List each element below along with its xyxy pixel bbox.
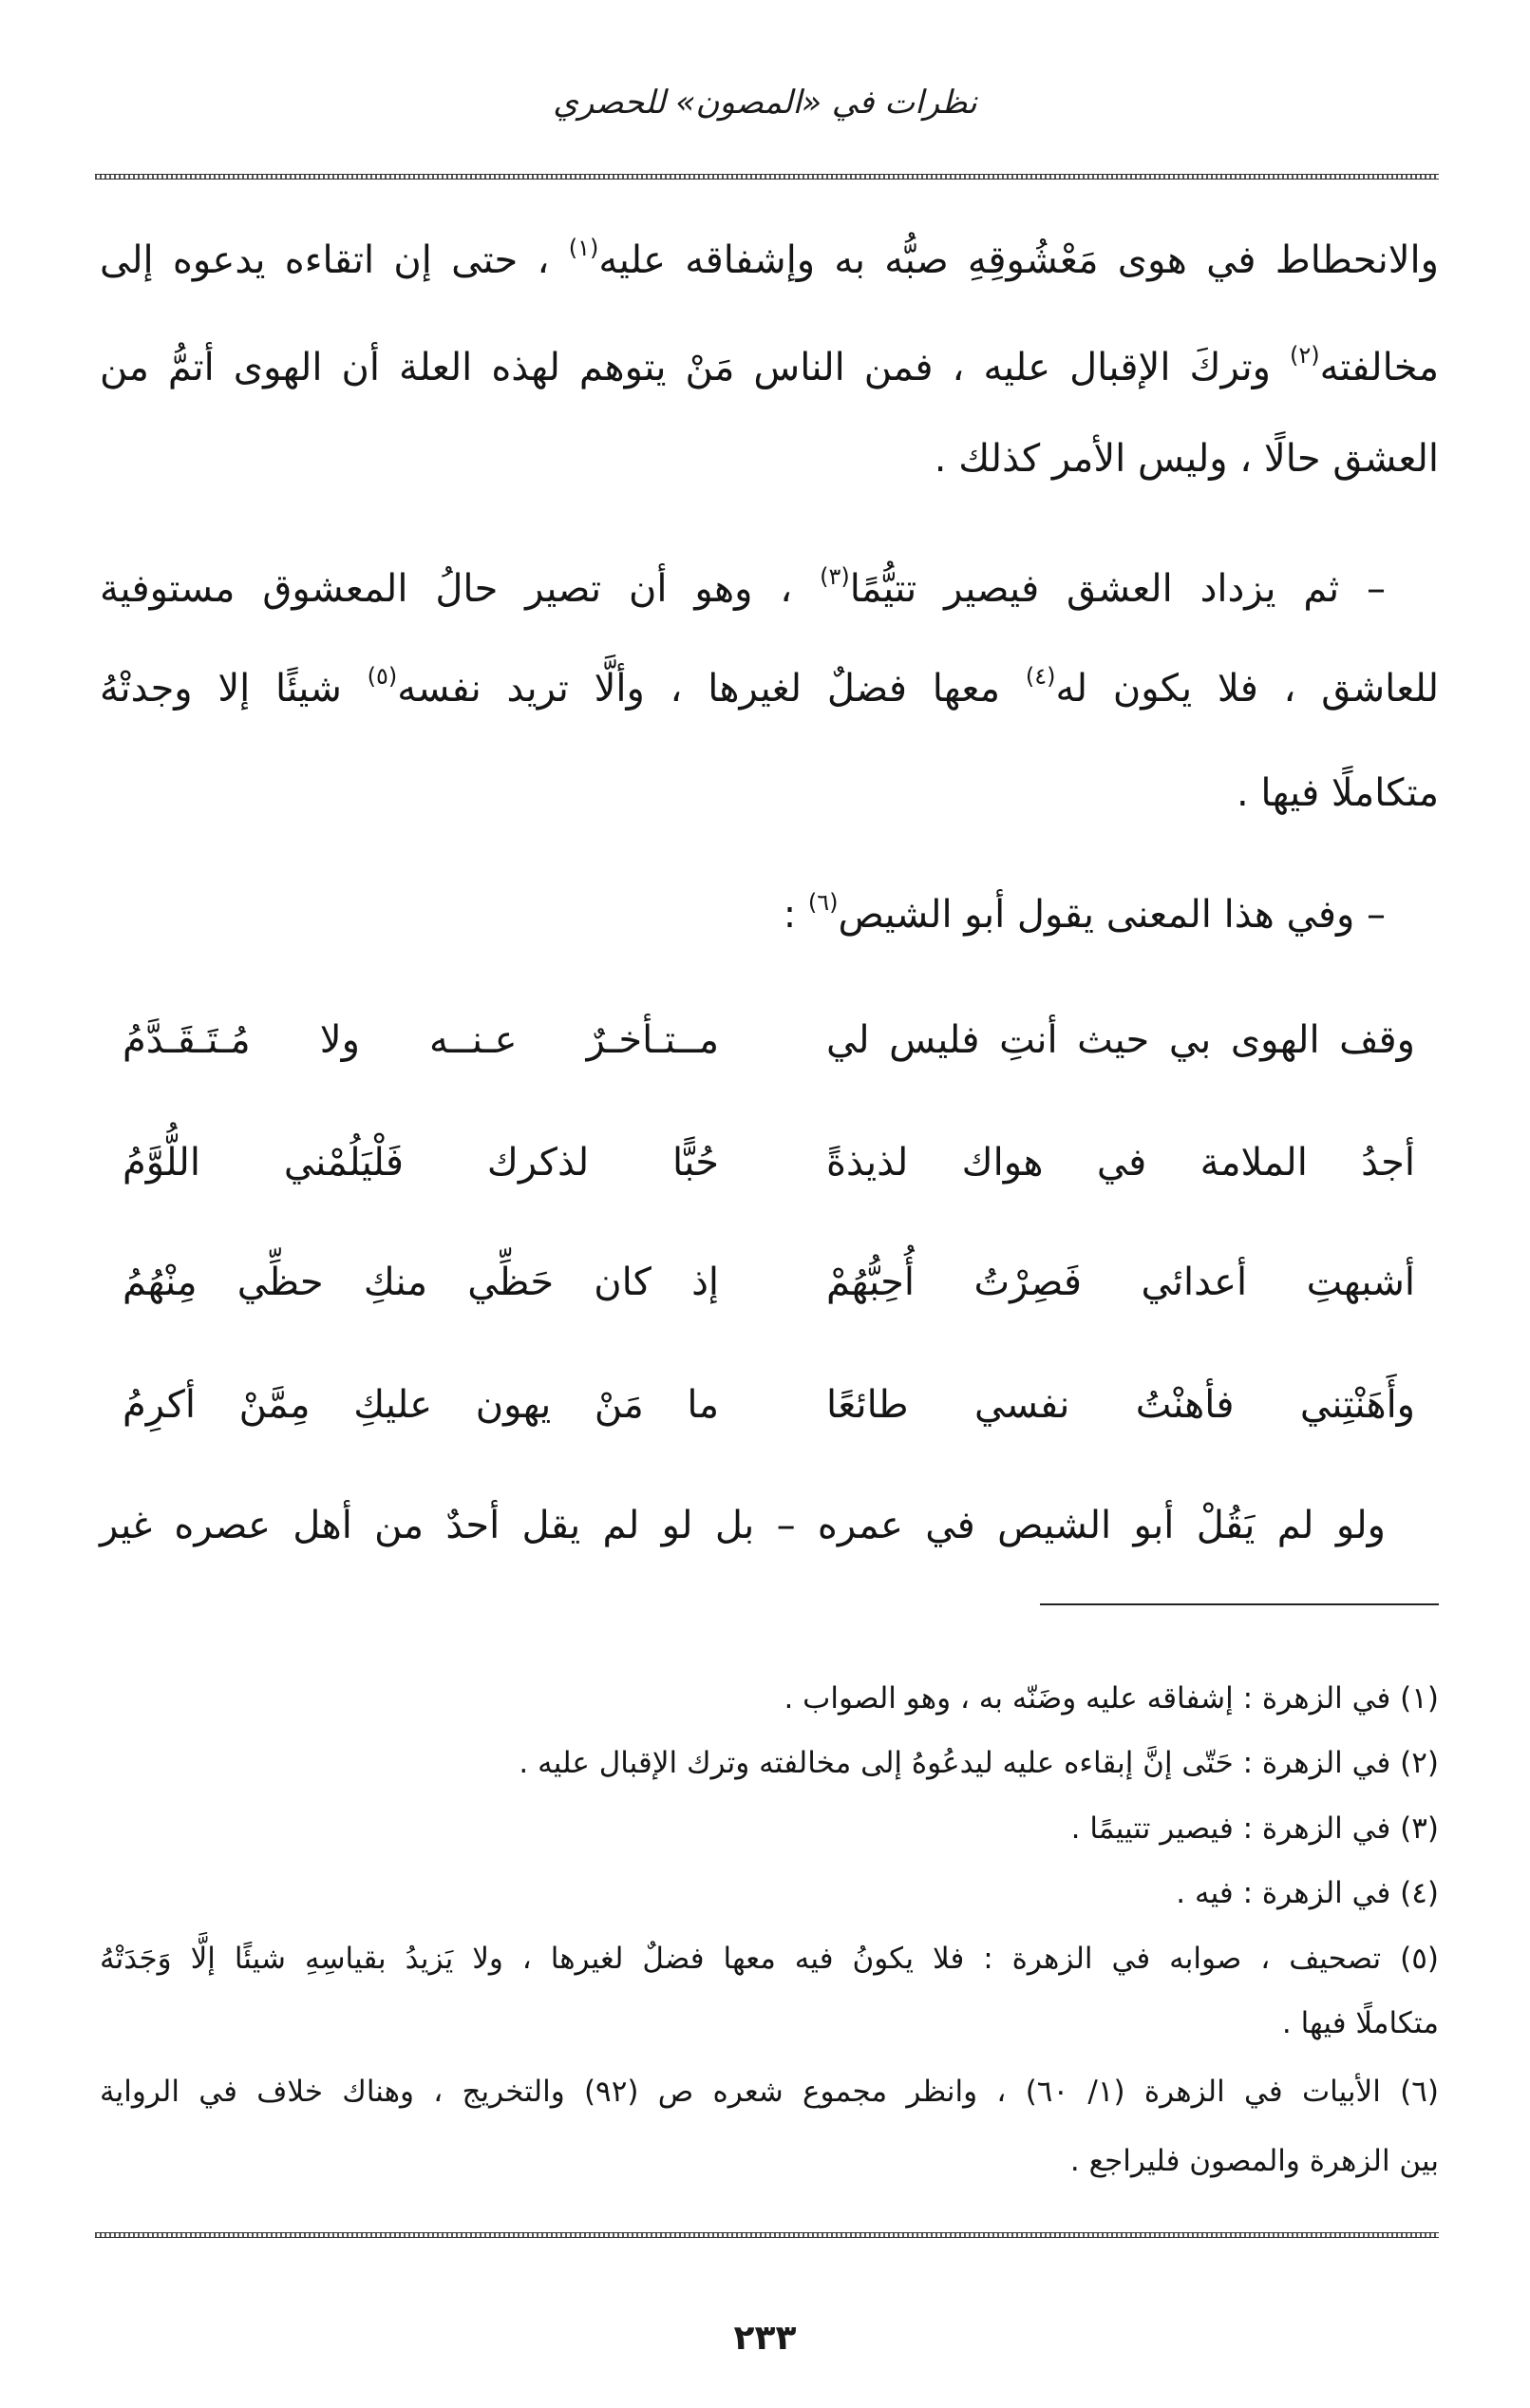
- footnote-marker-4: (٤): [1025, 663, 1056, 690]
- footnote-line: (٦) الأبيات في الزهرة (١/ ٦٠) ، وانظر مجموع شعره ص (٩٢) والتخريج ، وهناك خلاف في الرواية: [100, 2075, 1439, 2109]
- verse-first-hemistich: أجدُ الملامة في هواك لذيذةً: [826, 1141, 1415, 1185]
- footnote-line: (٤) في الزهرة : فيه .: [1176, 1876, 1439, 1910]
- footnote-marker-5: (٥): [367, 663, 398, 690]
- verse-first-hemistich: أشبهتِ أعدائي فَصِرْتُ أُحِبُّهُمْ: [826, 1261, 1415, 1304]
- line-text: العشق حالًا ، وليس الأمر كذلك .: [934, 437, 1439, 481]
- paragraph-line: [100, 560, 1439, 622]
- verse-second-hemistich: إذ كان حَظِّي منكِ حظِّي مِنْهُمُ: [123, 1261, 719, 1304]
- paragraph-line: [100, 232, 1439, 294]
- line-text: ، حتى إن اتقاءه يدعوه إلى: [100, 238, 550, 282]
- paragraph-line: [100, 430, 1439, 487]
- footnote-line: (٢) في الزهرة : حَتّى إنَّ إبقاءه عليه ليدعُوهُ إلى مخالفته وترك الإقبال عليه .: [519, 1746, 1439, 1780]
- footnote-line: (٣) في الزهرة : فيصير تتييمًا .: [1070, 1811, 1439, 1846]
- footnote-line: بين الزهرة والمصون فليراجع .: [1069, 2144, 1439, 2178]
- paragraph-line: [100, 660, 1439, 722]
- line-text: متكاملًا فيها .: [1236, 771, 1439, 815]
- line-text: مخالفته: [1319, 346, 1440, 389]
- verse-second-hemistich: مــتـأخـرٌ عـنــه ولا مُـتَـقَـدَّمُ: [123, 1018, 719, 1062]
- header-separator-rule: [95, 174, 1439, 180]
- footer-separator-rule: [95, 2232, 1439, 2238]
- line-text: – وفي هذا المعنى يقول أبو الشيص: [838, 893, 1386, 937]
- line-text: ، وهو أن تصير حالُ المعشوق مستوفية: [100, 567, 793, 611]
- verse-first-hemistich: وقف الهوى بي حيث أنتِ فليس لي: [826, 1018, 1415, 1062]
- verse-second-hemistich: ما مَنْ يهون عليكِ مِمَّنْ أكرِمُ: [123, 1383, 719, 1427]
- line-text: :: [783, 893, 797, 937]
- line-text: والانحطاط في هوى مَعْشُوقِهِ صبُّه به وإشفاقه عليه: [598, 238, 1439, 282]
- footnote-separator-rule: [1040, 1603, 1439, 1605]
- paragraph-line: [100, 339, 1439, 401]
- footnote-marker-2: (٢): [1290, 342, 1320, 369]
- footnote-line: (٥) تصحيف ، صوابه في الزهرة : فلا يكونُ فيه معها فضلٌ لغيرها ، ولا يَزيدُ بقياسِهِ شيئًا إلَّا وَجَدَتْهُ: [100, 1942, 1439, 1976]
- verse-first-hemistich: وأَهَنْتِني فأهنْتُ نفسي طائعًا: [826, 1383, 1415, 1427]
- line-text: وتركَ الإقبال عليه ، فمن الناس مَنْ يتوهم لهذه العلة أن الهوى أتمُّ من: [100, 346, 1271, 389]
- running-head: نظرات في «المصون» للحصري: [553, 84, 977, 122]
- line-text: للعاشق ، فلا يكون له: [1055, 667, 1440, 711]
- paragraph-line: [100, 886, 1439, 948]
- verse-second-hemistich: حُبًّا لذكرك فَلْيَلُمْني اللُّوَّمُ: [123, 1141, 719, 1185]
- line-text: – ثم يزداد العشق فيصير تتيُّمًا: [849, 567, 1386, 611]
- paragraph-line: [100, 765, 1439, 822]
- page-number: ٢٣٣: [733, 2319, 797, 2358]
- continuation-line: ولو لم يَقُلْ أبو الشيص في عمره – بل لو لم يقل أحدٌ من أهل عصره غير: [100, 1504, 1386, 1547]
- line-text: شيئًا إلا وجدتْهُ: [100, 667, 342, 711]
- footnote-line: (١) في الزهرة : إشفاقه عليه وضَنّه به ، وهو الصواب .: [784, 1681, 1439, 1716]
- footnote-marker-1: (١): [568, 235, 599, 261]
- footnote-marker-3: (٣): [820, 563, 850, 590]
- line-text: معها فضلٌ لغيرها ، وألَّا تريد نفسه: [397, 667, 1001, 711]
- footnote-marker-6: (٦): [807, 889, 839, 916]
- footnote-line: متكاملًا فيها .: [1281, 2006, 1439, 2040]
